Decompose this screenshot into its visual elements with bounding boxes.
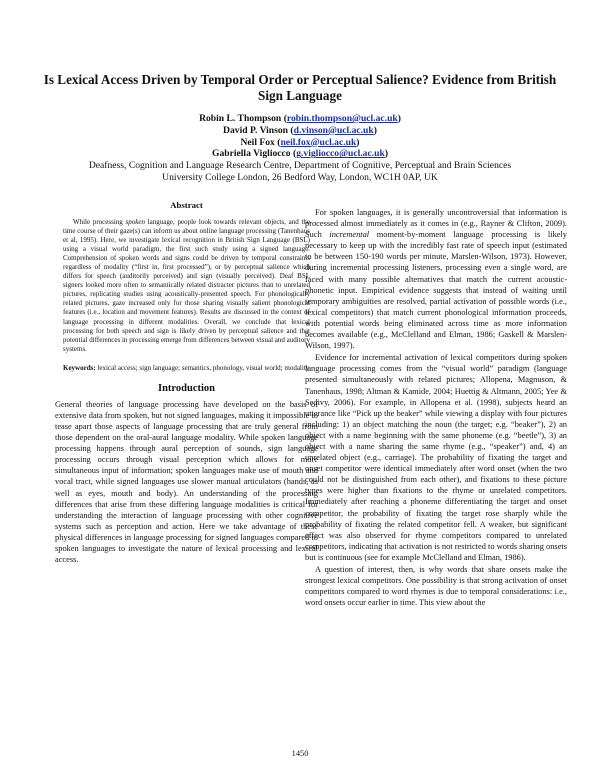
affiliation-line: University College London, 26 Bedford Way, London, WC1H 0AP, UK — [162, 171, 438, 183]
author-block — [40, 113, 560, 184]
author-name: Robin L. Thompson — [199, 113, 282, 124]
affiliation-line: Deafness, Cognition and Language Research Centre, Department of Cognitive, Perceptual and Brain Sciences — [88, 160, 512, 172]
author-name: Neil Fox — [240, 136, 275, 148]
intro-paragraph: General theories of language processing have developed on the basis of extensive data from spoken, but not signed languages, making it impossible to tease apart those aspects of language processing that are truly general from those dependent on the oral-aural language modality. While spoken language processing happens through aural perception of sounds, sign language processing occurs through visual perception which allows for more simultaneous input of information; spoken languages make use of mouth and vocal tract, while signed languages use slower manual articulators (hands, as well as eyes, mouth and body). An understanding of the processing differences that arise from these differing language modalities is critical for understanding the interaction of language processing with other cognitive systems such as perception and action. Here we take advantage of these physical differences in language processing for signed languages compared to spoken languages to investigate the nature of lexical processing and lexical access. — [55, 399, 318, 565]
author-line: Robin L. Thompson (robin.thompson@ucl.ac.uk) — [199, 113, 401, 124]
paper-title: Is Lexical Access Driven by Temporal Order or Perceptual Salience? Evidence from British Sign Language — [43, 72, 557, 103]
abstract-text: While processing spoken language, people look towards relevant objects, and the time course of their gaze(s) can inform us about online language processing (Tanenhaus et al, 1995). Here, we investigate lexical recognition in British Sign Language (BSL) using a visual world paradigm, the first such study using a signed language. Comprehension of spoken words and signs could be driven by temporal constraints regardless of modality (“first in, first processed”), or by perceptual salience which differs for speech (auditorily perceived) and sign (visually perceived). Deaf BSL signers looked more often to semantically related distracter pictures than to unrelated pictures, replicating studies using acoustically-presented speech. For phonologically related pictures, gaze increased only for those sharing visually salient phonological features (i.e., location and movement features). Results are discussed in the context of language processing in different modalities. Overall, we conclude that lexical processing for both speech and sign is likely driven by perceptual salience and that potential differences in processing emerge from differences between visual and auditory systems. — [63, 218, 310, 353]
author-name: David P. Vinson — [223, 124, 289, 136]
abstract-heading: Abstract — [170, 200, 203, 210]
keywords-label: Keywords: — [63, 363, 96, 372]
author-line: Neil Fox (neil.fox@ucl.ac.uk) — [240, 136, 360, 148]
author-line: David P. Vinson (d.vinson@ucl.ac.uk) — [223, 124, 377, 136]
author-email-link[interactable]: neil.fox@ucl.ac.uk — [280, 136, 357, 148]
author-email-link[interactable]: robin.thompson@ucl.ac.uk — [286, 113, 398, 124]
keywords — [63, 364, 310, 373]
right-column — [305, 207, 567, 608]
body-paragraph: Evidence for incremental activation of lexical competitors during spoken language processing comes from the “visual world” paradigm (language presented simultaneously with related pictures; Allopena, Magnuson, & Tanenhaus, 1998; Altman & Kamide, 2004; Huettig & Altmann, 2005; Yee & Sedivy, 2006). For example, in Allopena et al. (1998), subjects heard an utterance like “Pick up the beaker” while viewing a display with four pictures including: 1) an object matching the noun (the target; e.g. “beaker”), 2) an object with a name beginning with the same phoneme (e.g. “beetle”), 3) an object with a name sharing the same rhyme (e.g., “speaker”) and, 4) an unrelated object (e.g., carriage). The probability of fixating the target and onset competitor were identical immediately after word onset (when the two could not be distinguished from each other), and fixations to these picture types were higher than fixations to the rhyme or unrelated competitors. Immediately after reaching a phoneme differentiating the target and onset competitor, the probability of fixating the target rose sharply while the probability of fixating the related competitor fell. A weaker, but significant effect was also observed for rhyme competitors compared to unrelated competitors, indicating that activation is not restricted to words sharing onsets but is continuous (see for example McClelland and Elman, 1986). — [305, 353, 567, 562]
author-name: Gabriella Vigliocco — [211, 148, 291, 160]
page-number: 1450 — [291, 749, 309, 758]
keywords-text: lexical access; sign language; semantics, phonology, visual world; modality — [97, 363, 310, 372]
introduction-heading: Introduction — [158, 382, 215, 394]
body-paragraph: For spoken languages, it is generally uncontroversial that information is processed almost immediately as it comes in (e.g., Rayner & Clifton, 2009). Such incremental moment-by-moment language processing is likely necessary to keep up with the incredibly fast rate of speech input (estimated to be between 150-190 words per minute, Marslen-Wilson, 1973). However, during incremental processing listeners, processing even a single word, are faced with many possible alternatives that match the current acoustic-phonetic input. Empirical evidence suggests that instead of waiting until temporary ambiguities are resolved, partial activation of possible words (i.e., lexical competitors) that match current phonological information proceeds, with potential words being eliminated across time as more information becomes available (e.g., McClelland and Elman, 1986; Gaskell & Marslen-Wilson, 1997). — [305, 208, 567, 351]
author-line: Gabriella Vigliocco (g.vigliocco@ucl.ac.uk) — [211, 148, 389, 160]
body-paragraph: A question of interest, then, is why words that share onsets make the strongest lexical competitors. One possibility is that strong activation of onset competitors compared to word rhymes is due to temporal considerations: i.e., word onsets occur earlier in time. This view about the — [305, 565, 567, 608]
author-email-link[interactable]: d.vinson@ucl.ac.uk — [293, 124, 374, 136]
author-email-link[interactable]: g.vigliocco@ucl.ac.uk — [296, 148, 385, 160]
left-column — [55, 200, 318, 565]
